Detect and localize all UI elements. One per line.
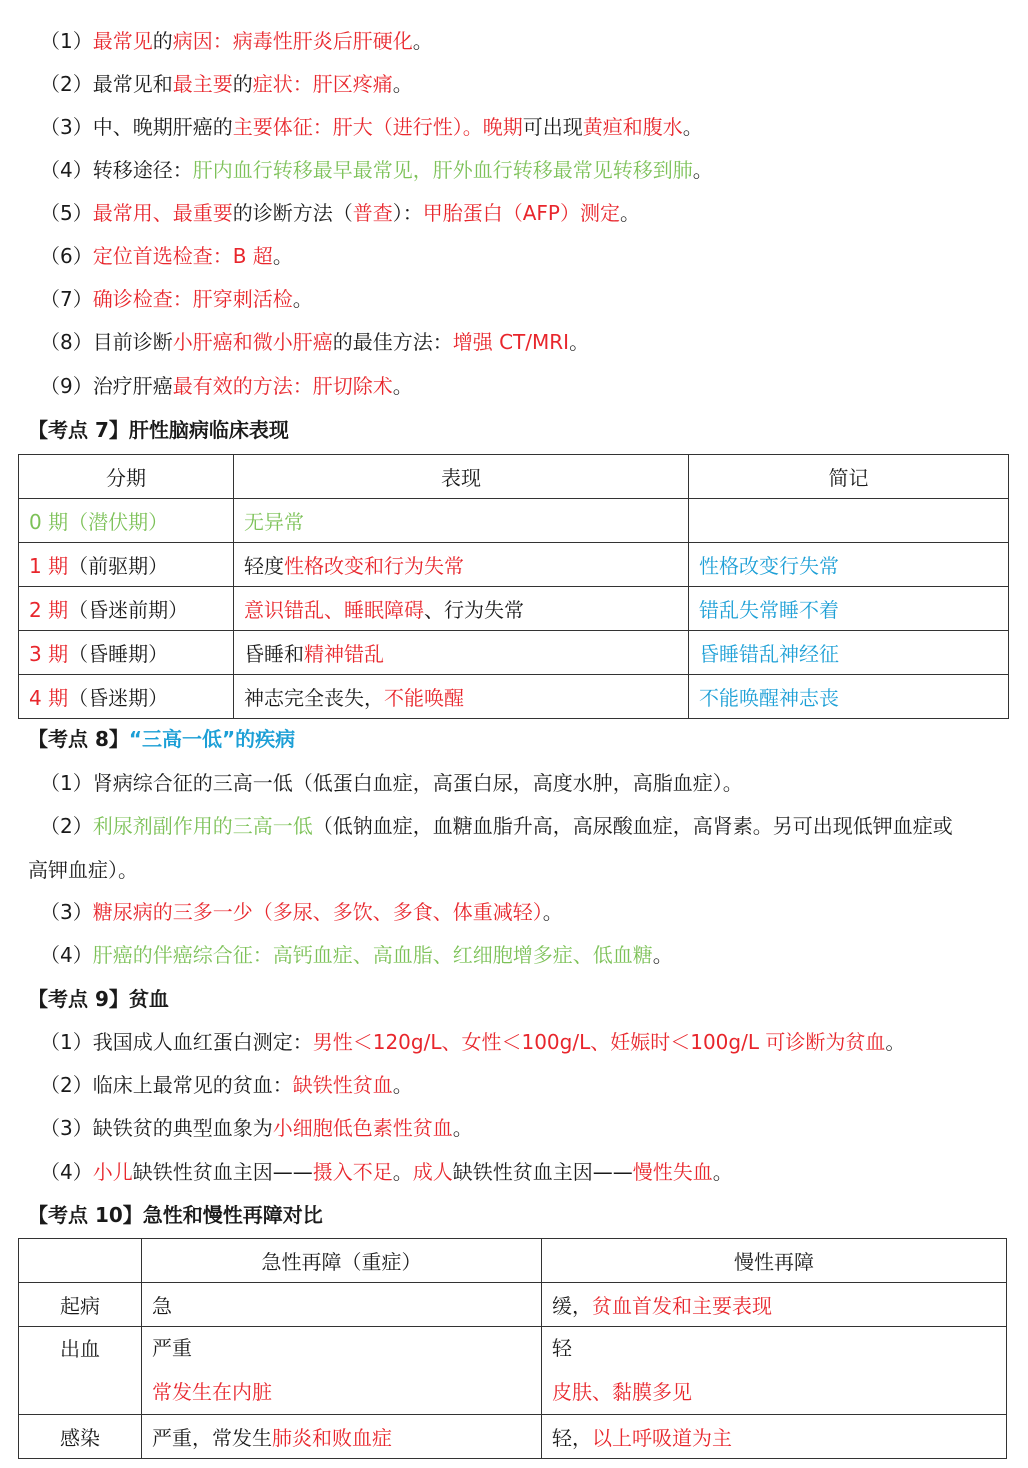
text-segment: 摄入不足: [312, 1160, 393, 1184]
text-segment: 利尿剂副作用的三高一低: [92, 814, 313, 838]
list-item: [40, 155, 713, 185]
cell-line: [552, 1422, 996, 1451]
text-segment: 。: [652, 943, 673, 967]
text-segment: 普查: [352, 201, 393, 225]
text-segment: 精神错乱: [304, 642, 384, 666]
table-cell-memo: [689, 631, 1009, 675]
heading-point-8: [28, 724, 295, 754]
text-segment: （1）肾病综合征的三高一低（低蛋白血症，高蛋白尿，高度水肿，高脂血症）。: [40, 771, 743, 795]
cell-line: [552, 1377, 996, 1407]
text-segment: （2）最常见和: [40, 72, 173, 96]
text-segment: 肝内血行转移最早最常见，肝外血行转移最常见转移到肺: [192, 158, 693, 182]
text-segment: 昏睡错乱神经征: [699, 642, 839, 666]
cell-line: [552, 1333, 996, 1363]
text-segment: 最主要: [172, 72, 233, 96]
text-segment: 。: [692, 158, 713, 182]
text-segment: 定位首选检查：B 超: [92, 244, 273, 268]
table-row: [19, 543, 1009, 587]
table-cell-stage: [19, 499, 234, 543]
text-segment: 。: [292, 287, 313, 311]
text-segment: 。: [712, 1160, 733, 1184]
text-segment: 的: [232, 72, 253, 96]
text-segment: （6）: [40, 244, 93, 268]
list-item: [40, 112, 703, 142]
text-segment: 症状：肝区疼痛: [252, 72, 393, 96]
text-segment: 的: [152, 29, 173, 53]
text-segment: 的最佳方法：: [332, 330, 453, 354]
text-segment: 、行为失常: [424, 598, 524, 622]
text-segment: 成人: [412, 1160, 453, 1184]
list-item: [40, 897, 563, 927]
text-segment: 缺铁性贫血主因——: [452, 1160, 633, 1184]
text-segment: （7）: [40, 287, 93, 311]
list-item: [40, 327, 589, 357]
table-cell-stage: [19, 675, 234, 719]
text-segment: 皮肤、黏膜多见: [552, 1380, 692, 1404]
text-segment: （1）: [40, 29, 93, 53]
text-segment: 急: [152, 1294, 172, 1318]
text-segment: （3）: [40, 900, 93, 924]
hepatic-encephalopathy-table: [18, 454, 1009, 719]
text-segment: 严重，常发生: [152, 1426, 272, 1450]
text-segment: （前驱期）: [68, 554, 169, 578]
list-item: [40, 1113, 473, 1143]
table-row: [19, 675, 1009, 719]
text-segment: 0 期（潜伏期）: [29, 510, 169, 534]
text-segment: （3）中、晚期肝癌的: [40, 115, 233, 139]
text-segment: 。: [569, 330, 590, 354]
text-segment: 肝癌的伴癌综合征：高钙血症、高血脂、红细胞增多症、低血糖: [92, 943, 653, 967]
text-segment: 小肝癌和微小肝癌: [172, 330, 333, 354]
text-segment: 甲胎蛋白（AFP）测定: [422, 201, 620, 225]
text-segment: 意识错乱、睡眠障碍: [244, 598, 424, 622]
text-segment: 错乱失常睡不着: [699, 598, 839, 622]
table-cell-label: 感染: [19, 1415, 142, 1459]
text-segment: 男性＜120g/L、女性＜100g/L、妊娠时＜100g/L 可诊断为贫血: [312, 1030, 886, 1054]
text-segment: 可出现: [522, 115, 583, 139]
table-row: [19, 1415, 1007, 1459]
text-segment: 性格改变和行为失常: [284, 554, 464, 578]
text-segment: 病因：病毒性肝炎后肝硬化: [172, 29, 413, 53]
text-segment: 不能唤醒神志丧: [699, 686, 839, 710]
text-segment: 主要体征：肝大（进行性）。晚期: [232, 115, 523, 139]
text-segment: （5）: [40, 201, 93, 225]
text-segment: 无异常: [244, 510, 304, 534]
text-segment: 最常见: [92, 29, 153, 53]
text-segment: 。: [272, 244, 293, 268]
text-segment: 黄疸和腹水: [582, 115, 683, 139]
list-item: [40, 811, 953, 841]
text-segment: （1）我国成人血红蛋白测定：: [40, 1030, 313, 1054]
text-segment: 严重: [152, 1336, 192, 1360]
cell-line: [152, 1377, 531, 1407]
text-segment: （4）转移途径：: [40, 158, 193, 182]
text-segment: ）：: [392, 201, 423, 225]
table-row: [19, 587, 1009, 631]
table-header-acute: 急性再障（重症）: [142, 1239, 542, 1283]
text-segment: 高钾血症）。: [28, 858, 138, 882]
text-segment: 。: [392, 72, 413, 96]
table-cell-desc: [234, 587, 689, 631]
table-cell-label: 出血: [19, 1327, 142, 1415]
text-segment: 。: [619, 201, 640, 225]
text-segment: （2）: [40, 814, 93, 838]
table-cell-memo: [689, 499, 1009, 543]
text-segment: 以上呼吸道为主: [592, 1426, 732, 1450]
table-header-manifestation: 表现: [234, 455, 689, 499]
text-segment: 轻: [552, 1336, 572, 1360]
table-cell-memo: [689, 587, 1009, 631]
text-segment: 贫血首发和主要表现: [592, 1294, 772, 1318]
text-segment: （4）: [40, 943, 93, 967]
text-segment: 肺炎和败血症: [272, 1426, 392, 1450]
aplastic-anemia-table: [18, 1238, 1007, 1459]
table-cell-memo: [689, 543, 1009, 587]
text-segment: “三高一低”的疾病: [128, 727, 296, 751]
table-header-stage: 分期: [19, 455, 234, 499]
table-cell-acute: [142, 1283, 542, 1327]
text-segment: （2）临床上最常见的贫血：: [40, 1073, 293, 1097]
table-cell-desc: [234, 499, 689, 543]
table-cell-stage: [19, 587, 234, 631]
text-segment: （昏迷期）: [68, 686, 169, 710]
cell-line: [552, 1290, 996, 1319]
table-cell-chronic: [542, 1327, 1007, 1415]
table-cell-label: 起病: [19, 1283, 142, 1327]
table-header-blank: [19, 1239, 142, 1283]
text-segment: 1 期: [29, 554, 69, 578]
cell-line-gap: [552, 1363, 996, 1377]
text-segment: 慢性失血: [632, 1160, 713, 1184]
table-header-memo: 简记: [689, 455, 1009, 499]
list-item: [40, 69, 413, 99]
table-row: [19, 499, 1009, 543]
heading-point-9: 【考点 9】贫血: [28, 987, 169, 1011]
heading-point-10: 【考点 10】急性和慢性再障对比: [28, 1203, 323, 1227]
text-segment: 。: [885, 1030, 906, 1054]
text-segment: 的诊断方法（: [232, 201, 353, 225]
table-cell-stage: [19, 631, 234, 675]
text-segment: 。: [392, 374, 413, 398]
table-cell-chronic: [542, 1415, 1007, 1459]
text-segment: （昏睡期）: [68, 642, 169, 666]
text-segment: 增强 CT/MRI: [452, 330, 570, 354]
text-segment: 最有效的方法：肝切除术: [172, 374, 393, 398]
table-cell-desc: [234, 543, 689, 587]
text-segment: 。: [392, 1160, 413, 1184]
list-item: [28, 855, 138, 885]
text-segment: 确诊检查：: [92, 287, 193, 311]
text-segment: 。: [392, 1073, 413, 1097]
text-segment: 。: [412, 29, 433, 53]
text-segment: （4）: [40, 1160, 93, 1184]
list-item: [40, 284, 313, 314]
text-segment: （昏迷前期）: [68, 598, 189, 622]
text-segment: 缺铁性贫血主因——: [132, 1160, 313, 1184]
text-segment: （3）缺铁贫的典型血象为: [40, 1116, 273, 1140]
text-segment: 轻度: [244, 554, 284, 578]
table-cell-stage: [19, 543, 234, 587]
table-cell-desc: [234, 675, 689, 719]
text-segment: 肝穿刺活检: [192, 287, 293, 311]
list-item: [40, 1070, 413, 1100]
table-cell-memo: [689, 675, 1009, 719]
text-segment: 。: [542, 900, 563, 924]
text-segment: （低钠血症，血糖血脂升高，高尿酸血症，高肾素。另可出现低钾血症或: [312, 814, 953, 838]
text-segment: 小儿: [92, 1160, 133, 1184]
text-segment: （8）目前诊断: [40, 330, 173, 354]
text-segment: 缓，: [552, 1294, 592, 1318]
text-segment: 常发生在内脏: [152, 1380, 272, 1404]
text-segment: 神志完全丧失，: [244, 686, 384, 710]
cell-line: [152, 1422, 531, 1451]
table-cell-chronic: [542, 1283, 1007, 1327]
cell-line: [152, 1333, 531, 1363]
table-cell-acute: [142, 1327, 542, 1415]
list-item: [40, 371, 413, 401]
text-segment: 【考点 8】: [28, 727, 129, 751]
table-row: [19, 631, 1009, 675]
text-segment: 昏睡和: [244, 642, 304, 666]
text-segment: 不能唤醒: [384, 686, 464, 710]
text-segment: 3 期: [29, 642, 69, 666]
text-segment: 。: [452, 1116, 473, 1140]
text-segment: （9）治疗肝癌: [40, 374, 173, 398]
table-header-chronic: 慢性再障: [542, 1239, 1007, 1283]
list-item: [40, 241, 293, 271]
list-item: [40, 768, 743, 798]
table-row: [19, 1283, 1007, 1327]
list-item: [40, 1157, 733, 1187]
text-segment: 。: [682, 115, 703, 139]
list-item: [40, 1027, 905, 1057]
cell-line-gap: [152, 1363, 531, 1377]
text-segment: 性格改变行失常: [699, 554, 839, 578]
text-segment: 糖尿病的三多一少（多尿、多饮、多食、体重减轻）: [92, 900, 543, 924]
heading-point-7: 【考点 7】肝性脑病临床表现: [28, 418, 289, 442]
text-segment: 小细胞低色素性贫血: [272, 1116, 453, 1140]
table-row: [19, 1327, 1007, 1415]
text-segment: 2 期: [29, 598, 69, 622]
table-cell-desc: [234, 631, 689, 675]
text-segment: 最常用、最重要: [92, 201, 233, 225]
list-item: [40, 198, 640, 228]
text-segment: 轻，: [552, 1426, 592, 1450]
text-segment: 4 期: [29, 686, 69, 710]
table-cell-acute: [142, 1415, 542, 1459]
text-segment: 缺铁性贫血: [292, 1073, 393, 1097]
list-item: [40, 26, 433, 56]
list-item: [40, 940, 673, 970]
cell-line: [152, 1290, 531, 1319]
